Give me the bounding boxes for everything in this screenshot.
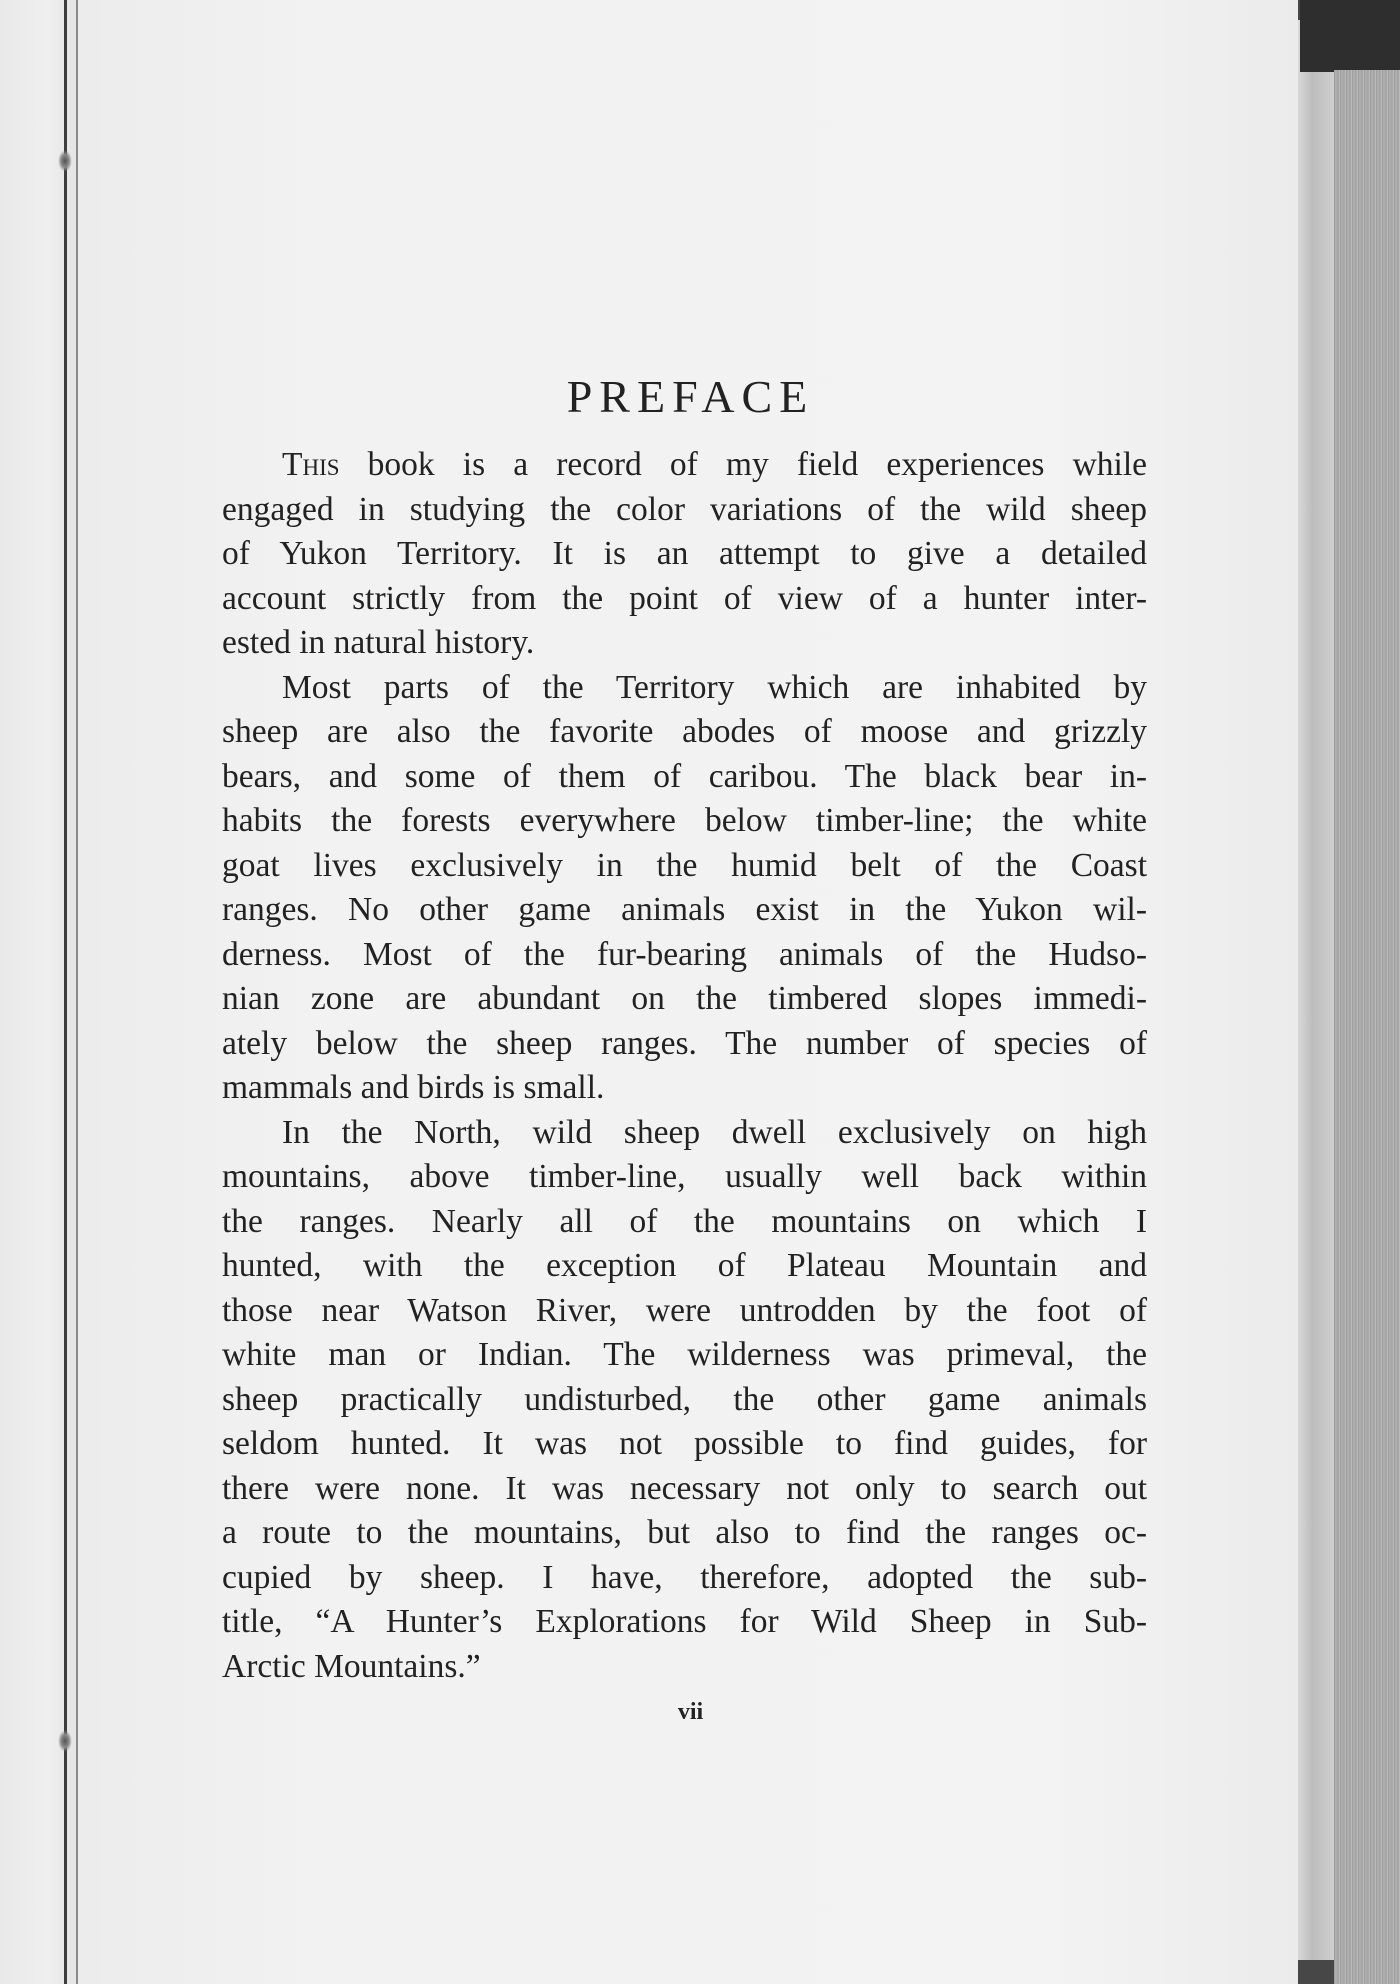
paragraph-line: In the North, wild sheep dwell exclusively on high	[282, 1113, 1147, 1151]
paragraph-line: engaged in studying the color variations of the wild sheep	[222, 490, 1147, 528]
paragraph-line: of Yukon Territory. It is an attempt to give a detailed	[222, 535, 1147, 572]
paragraph-line: nian zone are abundant on the timbered slopes immedi-	[222, 980, 1147, 1017]
paragraph-line: sheep are also the favorite abodes of moose and grizzly	[222, 713, 1147, 750]
paragraph-line: those near Watson River, were untrodden by the foot of	[222, 1291, 1147, 1329]
page-number: vii	[677, 1699, 704, 1725]
page-title: PREFACE	[566, 371, 815, 422]
page-right-edge	[1298, 20, 1334, 1960]
paragraph-line: derness. Most of the fur-bearing animals of the Hudso-	[222, 935, 1147, 973]
paragraph-line: seldom hunted. It was not possible to find guides, for	[222, 1425, 1147, 1462]
paragraph-line: ested in natural history.	[222, 624, 535, 661]
page-text-block	[222, 370, 1147, 1726]
paragraph-line: Arctic Mountains.”	[222, 1647, 481, 1685]
paragraph-line: sheep practically undisturbed, the other game animals	[222, 1380, 1147, 1418]
paragraph-line: Most parts of the Territory which are inhabited by	[282, 668, 1147, 706]
paragraph-2	[222, 666, 1147, 1111]
paragraph-1	[222, 443, 1147, 666]
paragraph-line: habits the forests everywhere below timber-line; the white	[222, 802, 1147, 839]
paragraph-line: the ranges. Nearly all of the mountains on which I	[222, 1202, 1147, 1240]
gutter-fold-line	[64, 0, 67, 1984]
background-corner	[1300, 0, 1400, 72]
binding-stitch-top	[58, 150, 72, 172]
paragraph-line: account strictly from the point of view of a hunter inter-	[222, 579, 1147, 617]
paragraph-3	[222, 1111, 1147, 1690]
paragraph-line: goat lives exclusively in the humid belt of the Coast	[222, 846, 1147, 884]
paragraph-line: there were none. It was necessary not only to search out	[222, 1469, 1147, 1507]
paragraph-line: ately below the sheep ranges. The number of species of	[222, 1024, 1147, 1062]
paragraph-line: hunted, with the exception of Plateau Mountain and	[222, 1247, 1147, 1284]
paragraph-line: bears, and some of them of caribou. The black bear in-	[222, 757, 1147, 795]
paragraph-line: mountains, above timber-line, usually well back within	[222, 1158, 1147, 1195]
paragraph-line: ranges. No other game animals exist in the Yukon wil-	[222, 891, 1147, 928]
paragraph-line: cupied by sheep. I have, therefore, adopted the sub-	[222, 1558, 1147, 1596]
binding-stitch-bottom	[58, 1730, 72, 1752]
paragraph-line: white man or Indian. The wilderness was primeval, the	[222, 1336, 1147, 1373]
book-fore-edge	[1334, 70, 1400, 1984]
lead-word: This	[282, 446, 340, 483]
paragraph-line: title, “A Hunter’s Explorations for Wild Sheep in Sub-	[222, 1603, 1147, 1640]
paragraph-line: This book is a record of my field experiences while	[282, 446, 1147, 483]
paragraph-line: mammals and birds is small.	[222, 1069, 605, 1106]
paragraph-line: a route to the mountains, but also to find the ranges oc-	[222, 1514, 1147, 1551]
